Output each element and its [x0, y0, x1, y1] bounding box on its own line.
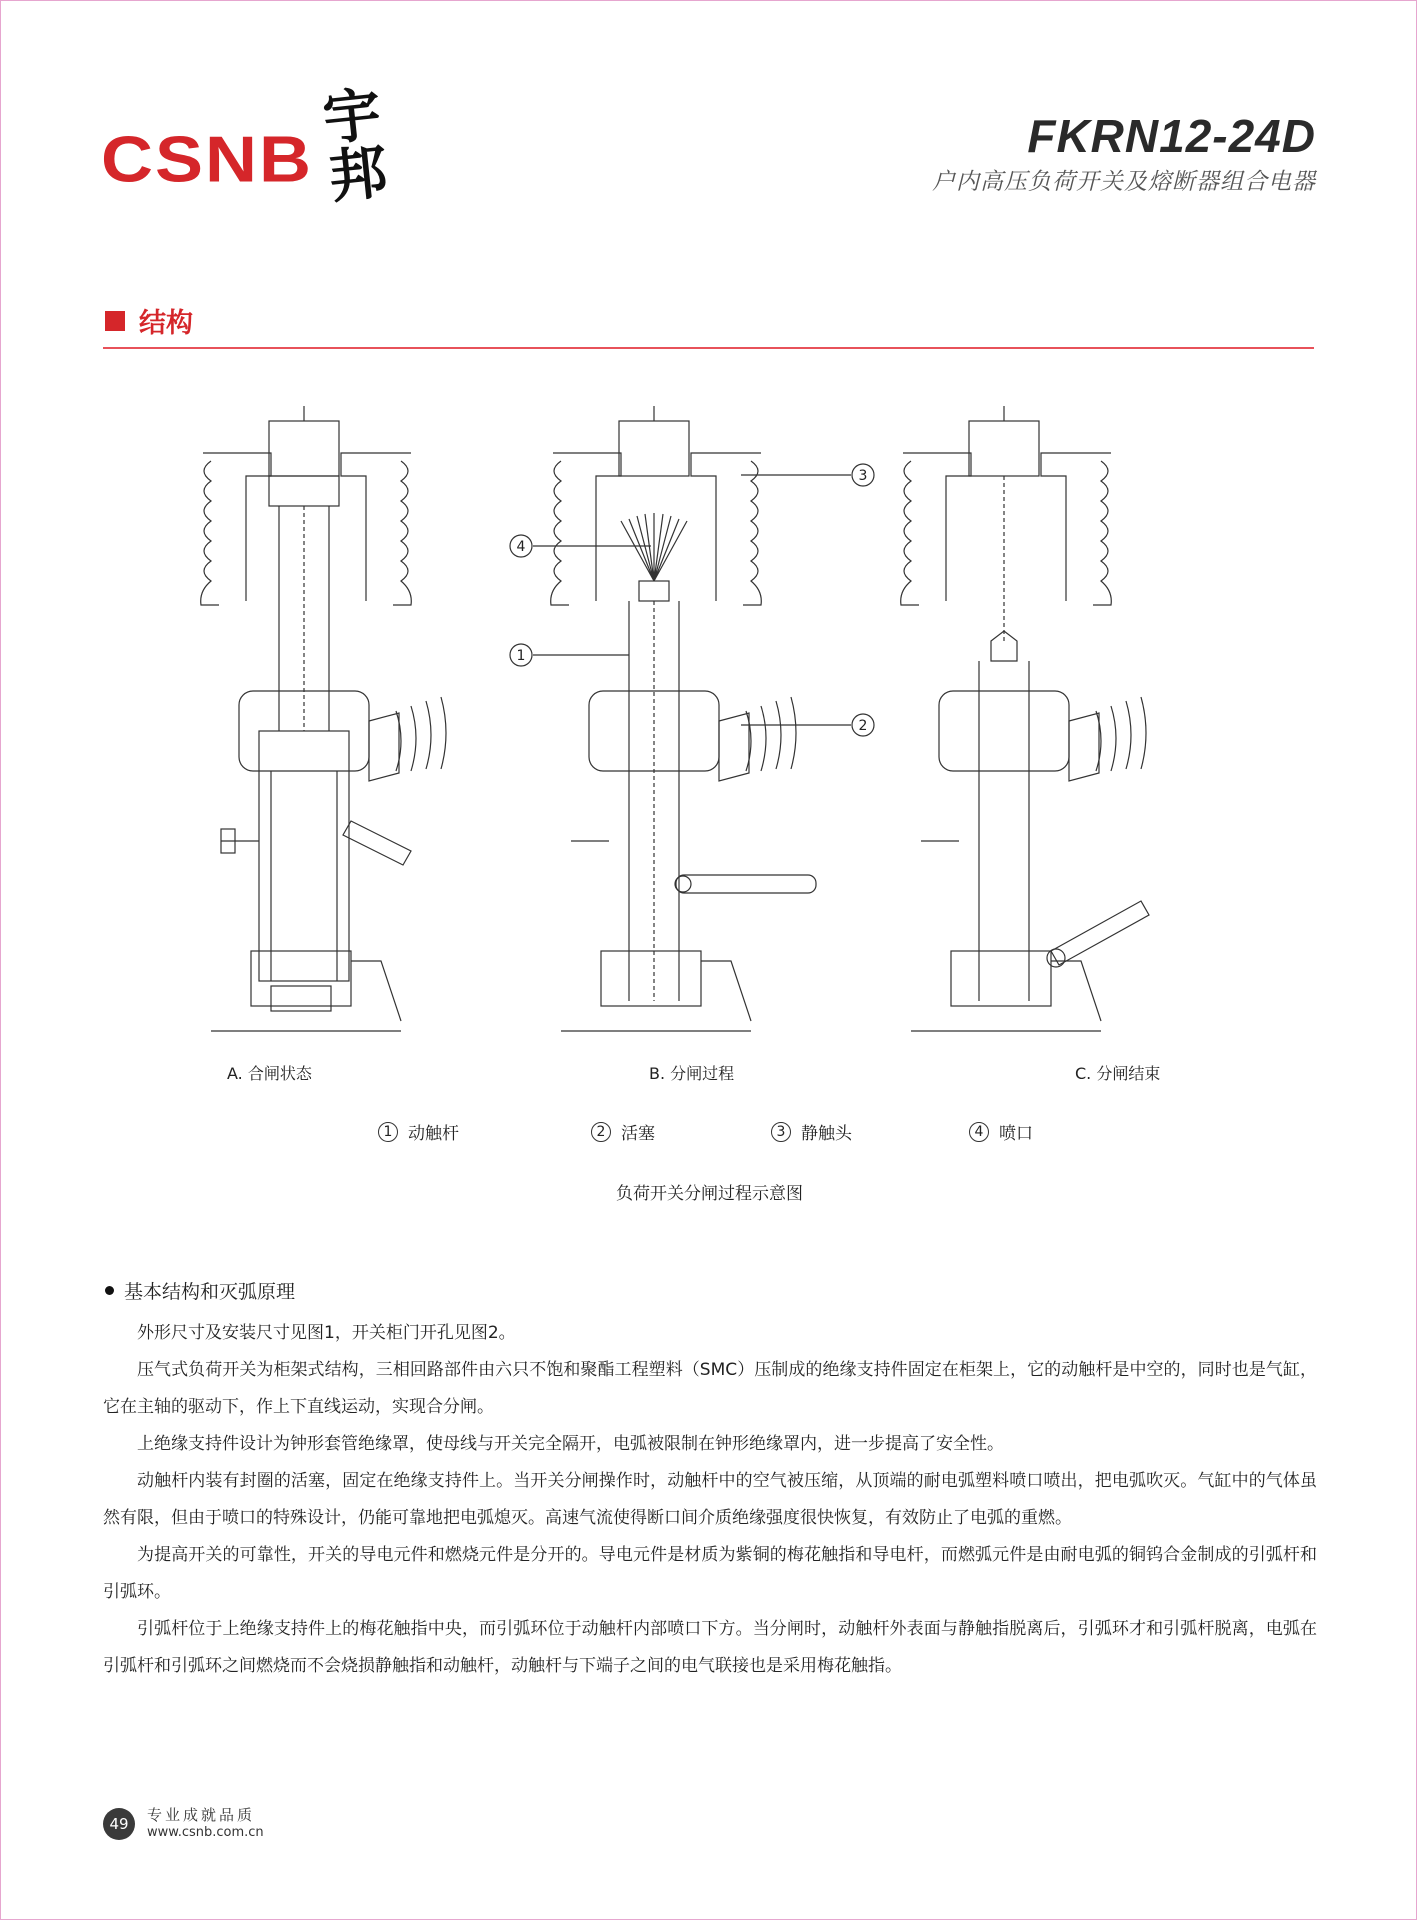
legend-item: [771, 1119, 852, 1144]
model-name: 户内高压负荷开关及熔断器组合电器: [932, 169, 1316, 195]
legend-item: [969, 1119, 1033, 1144]
legend-number: 3: [771, 1122, 791, 1142]
page-footer: [103, 1807, 264, 1841]
paragraph: 压气式负荷开关为柜架式结构，三相回路部件由六只不饱和聚酯工程塑料（SMC）压制成的绝缘支持件固定在柜架上，它的动触杆是中空的，同时也是气缸，它在主轴的驱动下，作上下直线运动，实现合分闸。: [103, 1360, 1317, 1417]
paragraph: 引弧杆位于上绝缘支持件上的梅花触指中央，而引弧环位于动触杆内部喷口下方。当分闸时，动触杆外表面与静触指脱离后，引弧环才和引弧杆脱离，电弧在引弧杆和引弧环之间燃烧而不会烧损静触指和动触杆，动触杆与下端子之间的电气联接也是采用梅花触指。: [103, 1619, 1317, 1676]
legend-number: 1: [378, 1122, 398, 1142]
paragraph: 上绝缘支持件设计为钟形套管绝缘罩，使母线与开关完全隔开，电弧被限制在钟形绝缘罩内，进一步提高了安全性。: [137, 1434, 1004, 1454]
svg-text:3: 3: [858, 468, 868, 484]
switch-diagram: [151, 401, 1281, 1041]
unit-b-drawing: [551, 406, 816, 1031]
bullet-icon: [105, 1286, 114, 1295]
state-label-b: B. 分闸过程: [649, 1064, 735, 1083]
content-body: [103, 1315, 1317, 1685]
callout-4: [510, 535, 532, 557]
unit-c-drawing: [901, 406, 1149, 1031]
brand-logo: [101, 82, 437, 206]
svg-text:1: 1: [516, 648, 526, 664]
section-marker-icon: [105, 311, 125, 331]
page-number: 49: [103, 1808, 135, 1840]
footer-url: www.csnb.com.cn: [147, 1825, 264, 1840]
legend-number: 2: [591, 1122, 611, 1142]
unit-a-drawing: [201, 406, 446, 1031]
legend-label: 动触杆: [408, 1124, 459, 1144]
paragraph: 为提高开关的可靠性，开关的导电元件和燃烧元件是分开的。导电元件是材质为紫铜的梅花触指和导电杆，而燃弧元件是由耐电弧的铜钨合金制成的引弧杆和引弧环。: [103, 1545, 1317, 1602]
callout-1: [510, 644, 532, 666]
paragraph: 外形尺寸及安装尺寸见图1，开关柜门开孔见图2。: [137, 1323, 516, 1343]
legend-label: 喷口: [999, 1124, 1033, 1144]
logo-text: CSNB: [101, 124, 314, 196]
footer-slogan: 专业成就品质: [147, 1806, 256, 1824]
paragraph: 动触杆内装有封圈的活塞，固定在绝缘支持件上。当开关分闸操作时，动触杆中的空气被压缩，从顶端的耐电弧塑料喷口喷出，把电弧吹灭。气缸中的气体虽然有限，但由于喷口的特殊设计，仍能可靠地把电弧熄灭。高速气流使得断口间介质绝缘强度很快恢复，有效防止了电弧的重燃。: [103, 1471, 1317, 1528]
svg-text:2: 2: [858, 718, 868, 734]
section-heading: [105, 301, 193, 340]
product-header: [932, 110, 1316, 196]
state-label-a: A. 合闸状态: [227, 1064, 312, 1083]
content-heading-text: 基本结构和灭弧原理: [124, 1281, 296, 1303]
legend-number: 4: [969, 1122, 989, 1142]
model-code: FKRN12-24D: [1027, 110, 1316, 162]
content-heading: [105, 1277, 295, 1304]
svg-text:4: 4: [516, 539, 526, 555]
callout-2: [852, 714, 874, 736]
callout-3: [852, 464, 874, 486]
legend-item: [378, 1119, 459, 1144]
section-title: 结构: [139, 308, 193, 339]
legend-label: 静触头: [801, 1124, 852, 1144]
state-label-c: C. 分闸结束: [1075, 1064, 1161, 1083]
legend-item: [591, 1119, 655, 1144]
section-divider: [103, 347, 1314, 349]
legend-label: 活塞: [621, 1124, 655, 1144]
logo-calligraphy: 宇邦: [310, 82, 390, 206]
figure-caption: 负荷开关分闸过程示意图: [616, 1184, 803, 1204]
